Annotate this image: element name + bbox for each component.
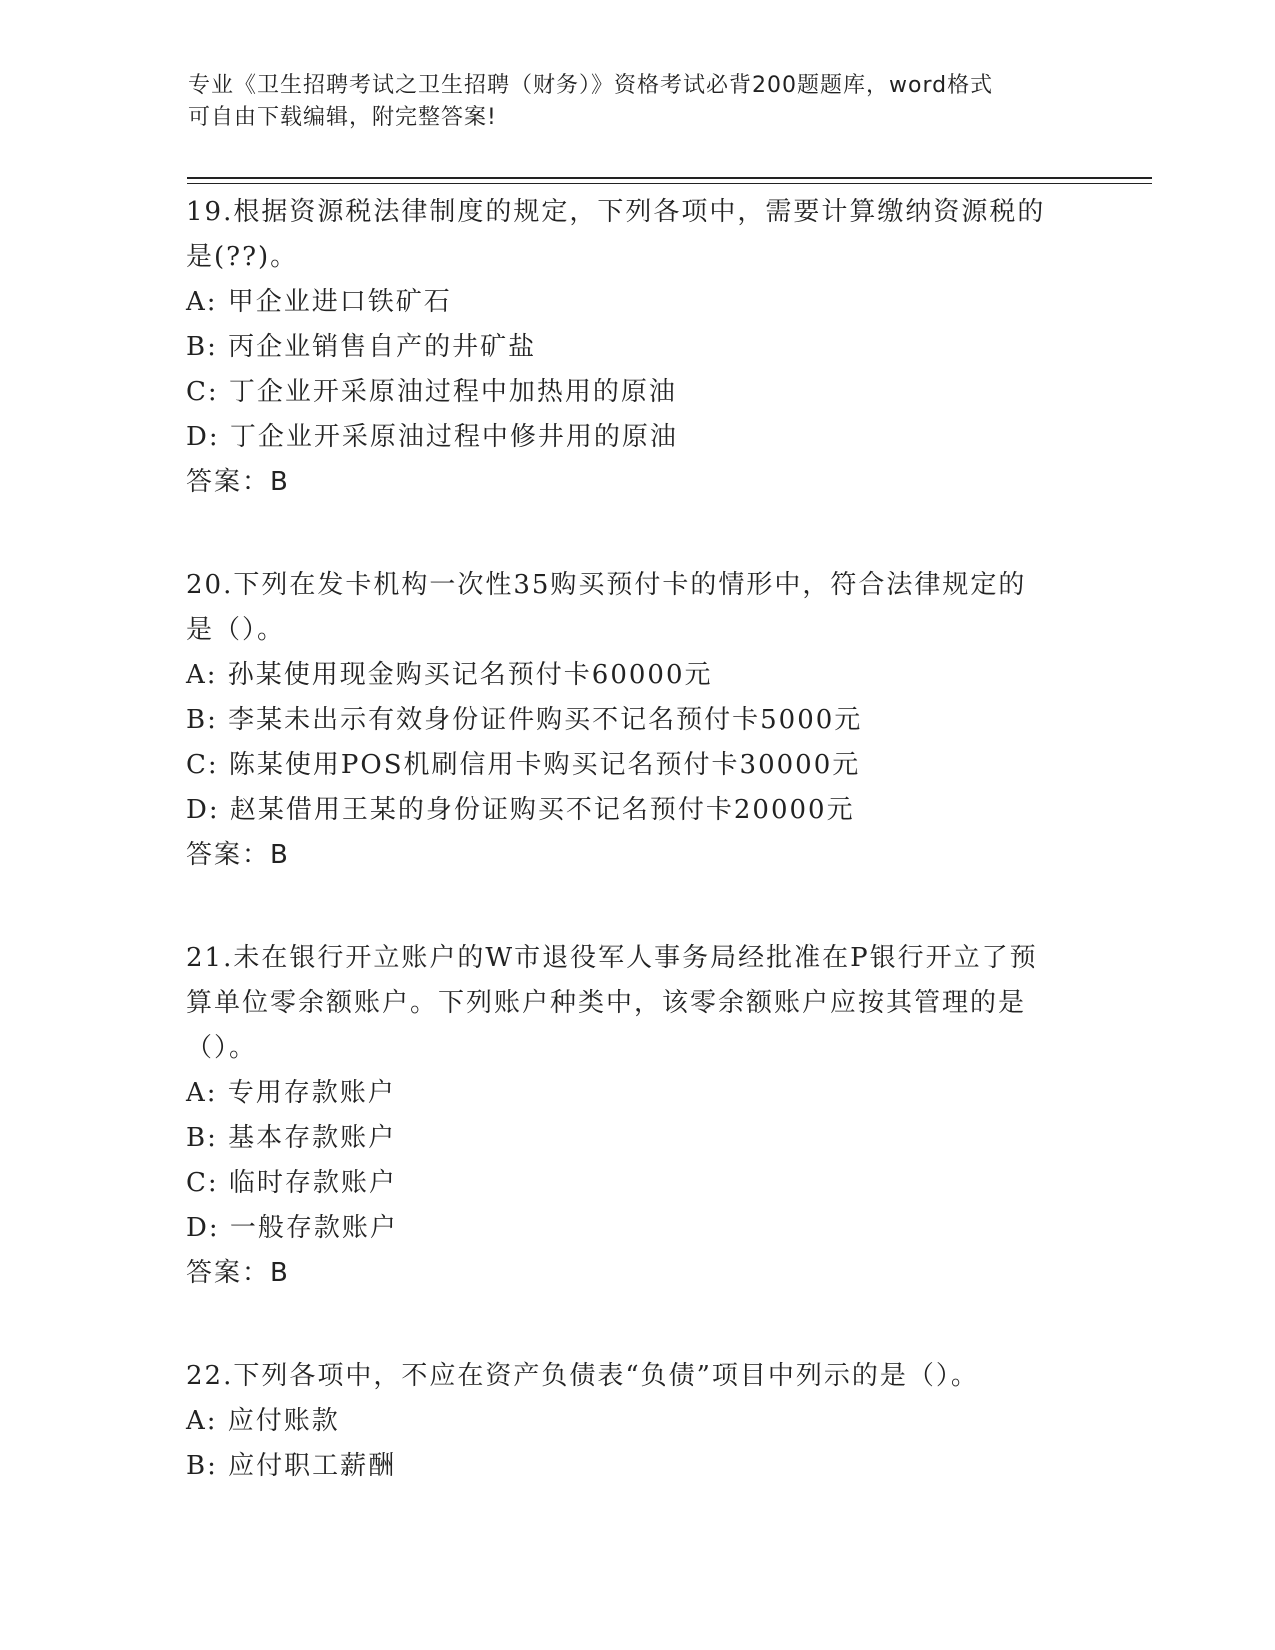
header-line-1: 专业《卫生招聘考试之卫生招聘（财务）》资格考试必背200题题库，word格式: [188, 73, 994, 98]
question-stem-line: 19.根据资源税法律制度的规定，下列各项中，需要计算缴纳资源税的: [186, 197, 1046, 227]
option-b: B: 丙企业销售自产的井矿盐: [186, 332, 537, 362]
answer: 答案：B: [186, 467, 290, 497]
option-b: B: 应付职工薪酬: [186, 1451, 397, 1481]
question-stem-line: 算单位零余额账户。下列账户种类中，该零余额账户应按其管理的是: [186, 988, 1027, 1018]
question-21: [186, 936, 1086, 1296]
header-line-2: 可自由下载编辑，附完整答案!: [188, 105, 497, 130]
question-stem-line: 是(??)。: [186, 242, 299, 272]
question-22: [186, 1354, 1086, 1489]
option-c: C: 陈某使用POS机刷信用卡购买记名预付卡30000元: [186, 750, 861, 780]
option-b: B: 基本存款账户: [186, 1123, 397, 1153]
option-d: D: 丁企业开采原油过程中修井用的原油: [186, 422, 678, 452]
question-stem-line: 22.下列各项中，不应在资产负债表“负债”项目中列示的是（）。: [186, 1361, 979, 1391]
question-20: [186, 563, 1086, 878]
option-a: A: 孙某使用现金购买记名预付卡60000元: [186, 660, 713, 690]
answer: 答案：B: [186, 840, 290, 870]
question-19: [186, 190, 1086, 505]
option-a: A: 应付账款: [186, 1406, 340, 1436]
option-c: C: 丁企业开采原油过程中加热用的原油: [186, 377, 677, 407]
option-a: A: 甲企业进口铁矿石: [186, 287, 452, 317]
option-c: C: 临时存款账户: [186, 1168, 397, 1198]
question-stem-line: 21.未在银行开立账户的W市退役军人事务局经批准在P银行开立了预: [186, 943, 1038, 973]
question-stem-line: （）。: [186, 1033, 258, 1063]
header-divider-thin: [187, 183, 1152, 184]
option-d: D: 一般存款账户: [186, 1213, 398, 1243]
question-stem-line: 20.下列在发卡机构一次性35购买预付卡的情形中，符合法律规定的: [186, 570, 1027, 600]
option-b: B: 李某未出示有效身份证件购买不记名预付卡5000元: [186, 705, 863, 735]
option-d: D: 赵某借用王某的身份证购买不记名预付卡20000元: [186, 795, 855, 825]
document-header: [188, 70, 1068, 134]
answer: 答案：B: [186, 1258, 290, 1288]
question-stem-line: 是（）。: [186, 615, 286, 645]
option-a: A: 专用存款账户: [186, 1078, 396, 1108]
question-list: [186, 190, 1086, 1547]
header-divider-thick: [187, 177, 1152, 179]
